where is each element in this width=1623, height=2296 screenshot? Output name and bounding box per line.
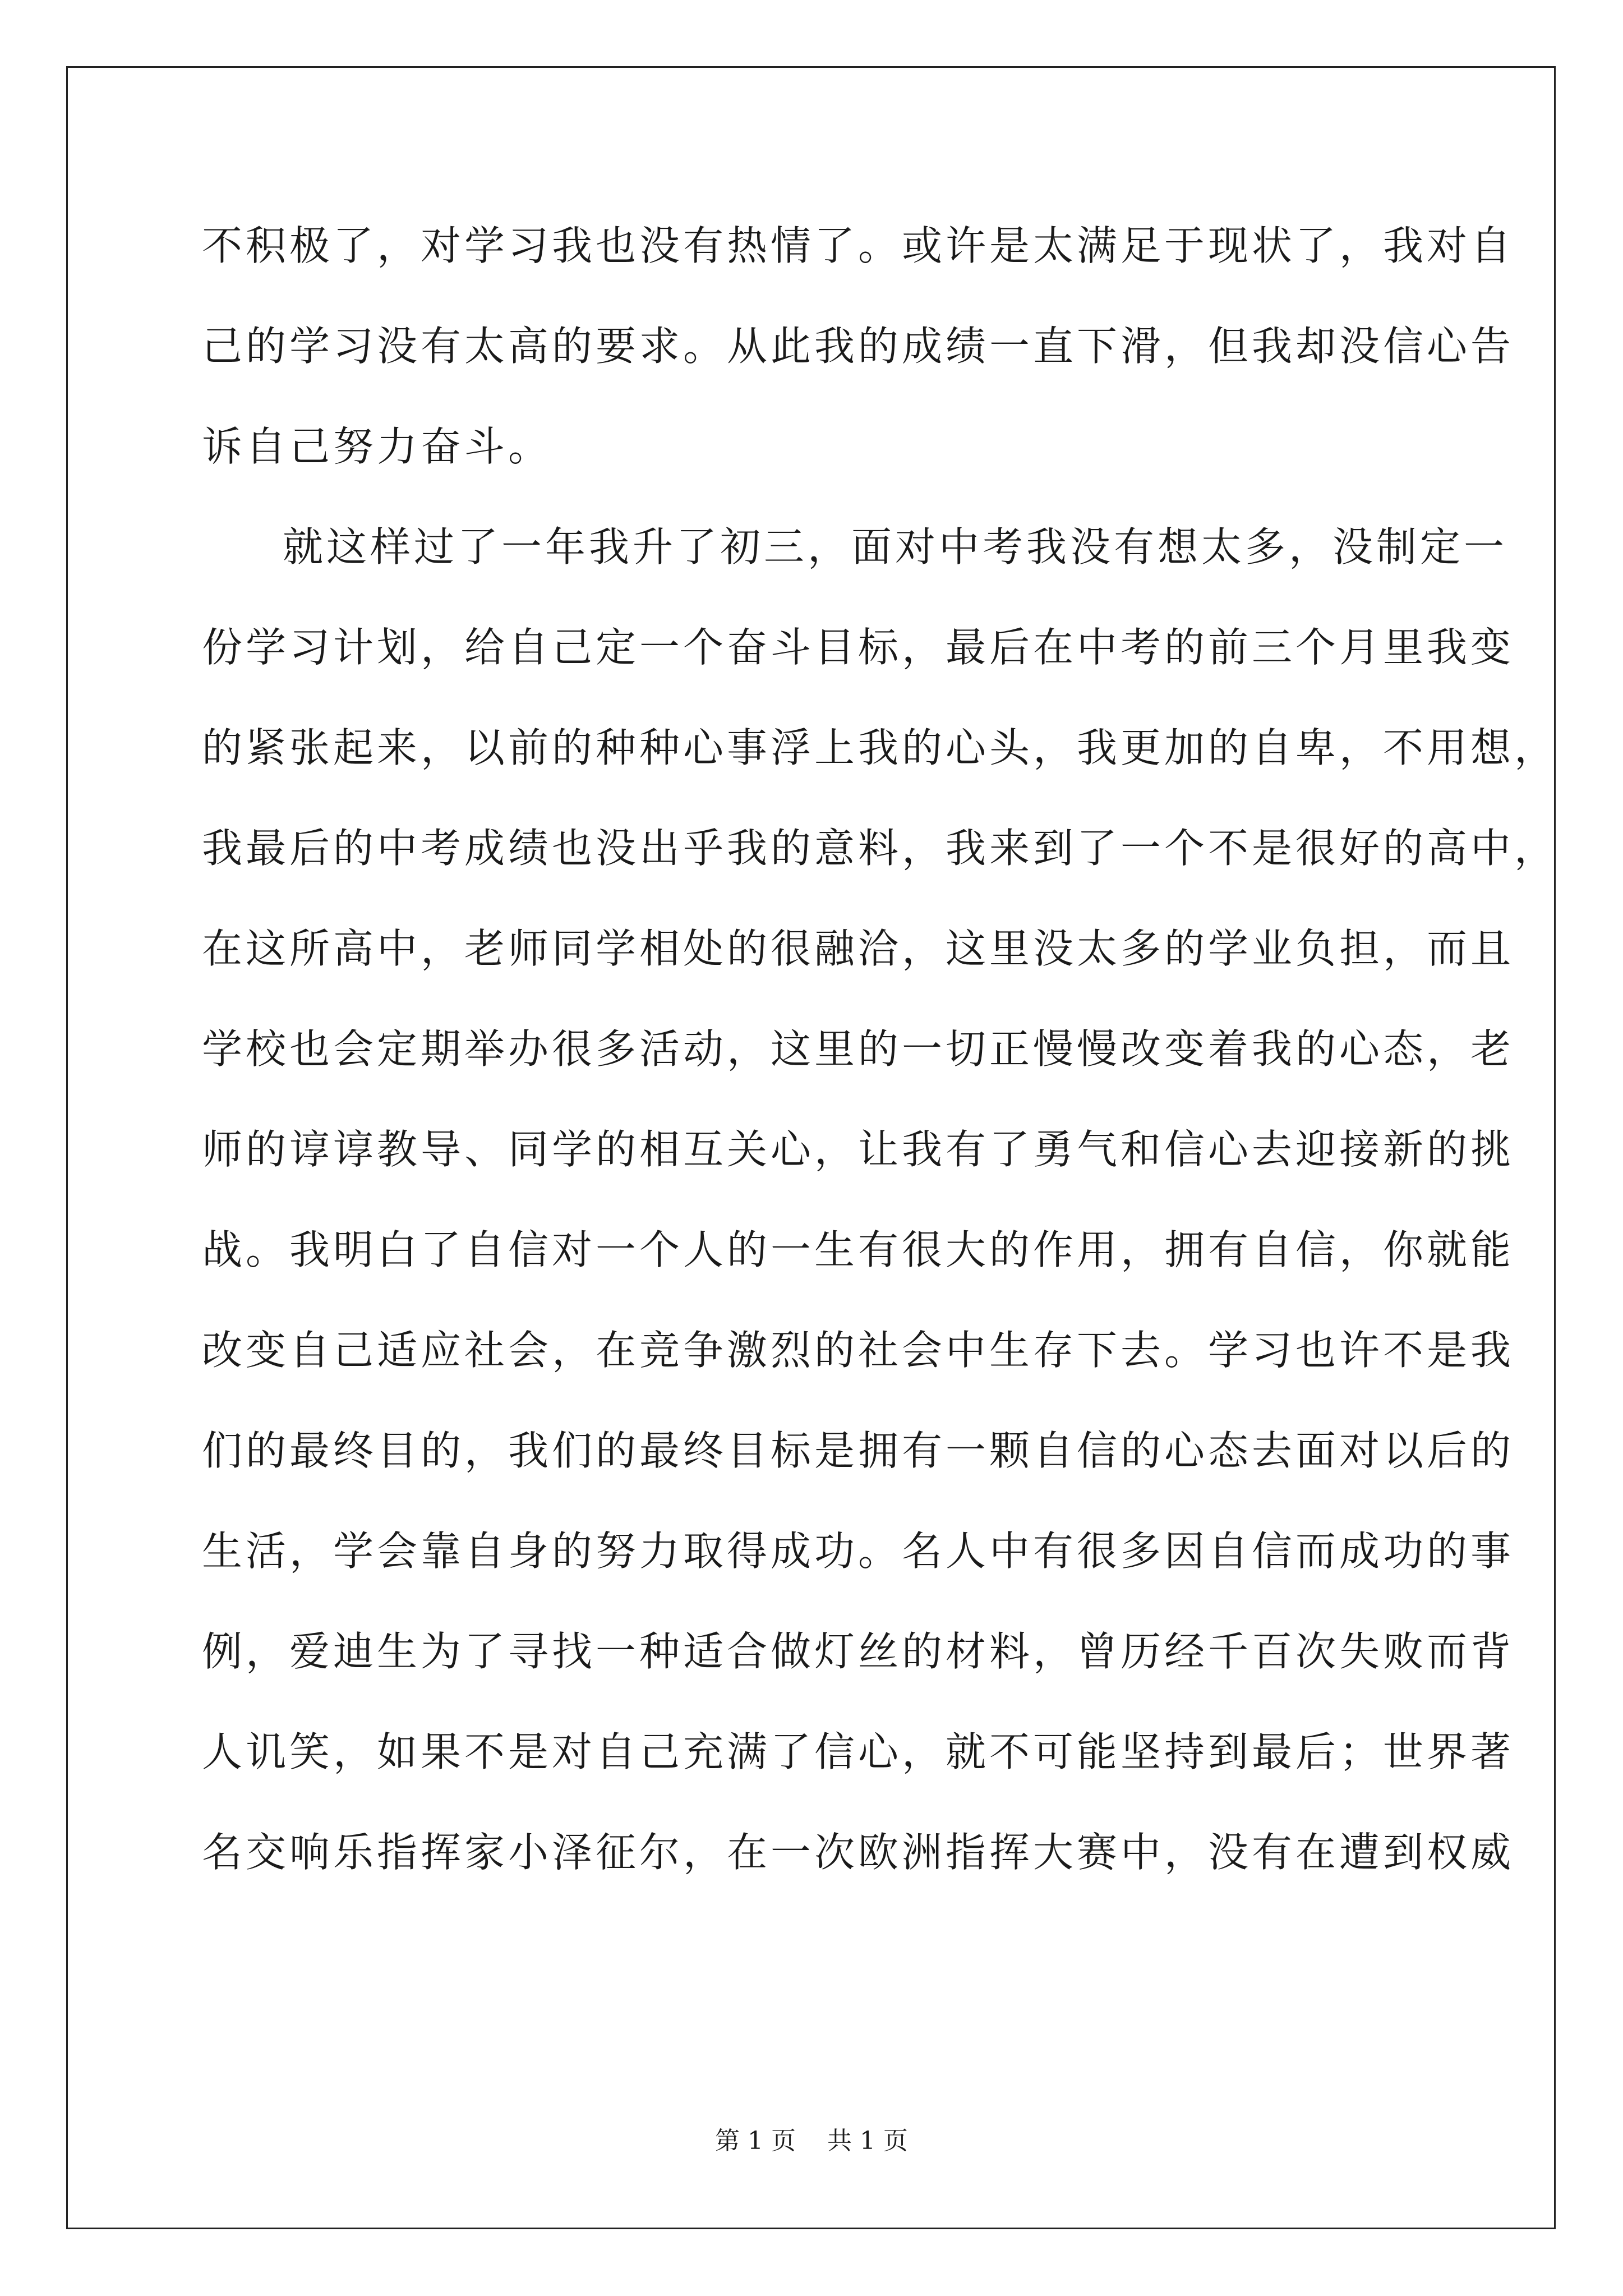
text-line: 的紧张起来，以前的种种心事浮上我的心头，我更加的自卑，不用想，: [202, 724, 1559, 771]
text-line: 学校也会定期举办很多活动，这里的一切正慢慢改变着我的心态，老: [202, 1025, 1515, 1073]
text-line: 不积极了，对学习我也没有热情了。或许是太满足于现状了，我对自: [202, 222, 1515, 269]
text-line: 在这所高中，老师同学相处的很融洽，这里没太多的学业负担，而且: [202, 925, 1515, 972]
text-line: 人讥笑，如果不是对自己充满了信心，就不可能坚持到最后；世界著: [202, 1728, 1515, 1775]
page-number-footer: 第 1 页 共 1 页: [715, 2127, 908, 2155]
document-body: [202, 212, 1559, 1919]
text-line: 己的学习没有太高的要求。从此我的成绩一直下滑，但我却没信心告: [202, 323, 1515, 370]
text-line: 改变自己适应社会，在竞争激烈的社会中生存下去。学习也许不是我: [202, 1327, 1515, 1374]
text-line: 们的最终目的，我们的最终目标是拥有一颗自信的心态去面对以后的: [202, 1427, 1515, 1474]
text-line: 战。我明白了自信对一个人的一生有很大的作用，拥有自信，你就能: [202, 1226, 1515, 1273]
text-line: 例，爱迪生为了寻找一种适合做灯丝的材料，曾历经千百次失败而背: [202, 1628, 1515, 1675]
text-line: 师的谆谆教导、同学的相互关心，让我有了勇气和信心去迎接新的挑: [202, 1126, 1515, 1173]
text-line: 份学习计划，给自己定一个奋斗目标，最后在中考的前三个月里我变: [202, 624, 1515, 671]
text-line: 生活，学会靠自身的努力取得成功。名人中有很多因自信而成功的事: [202, 1527, 1515, 1575]
text-line: 我最后的中考成绩也没出乎我的意料，我来到了一个不是很好的高中，: [202, 825, 1559, 872]
text-line: 诉自己努力奋斗。: [202, 423, 552, 470]
text-line: 就这样过了一年我升了初三，面对中考我没有想太多，没制定一: [283, 523, 1508, 570]
text-line: 名交响乐指挥家小泽征尔，在一次欧洲指挥大赛中，没有在遭到权威: [202, 1829, 1515, 1876]
